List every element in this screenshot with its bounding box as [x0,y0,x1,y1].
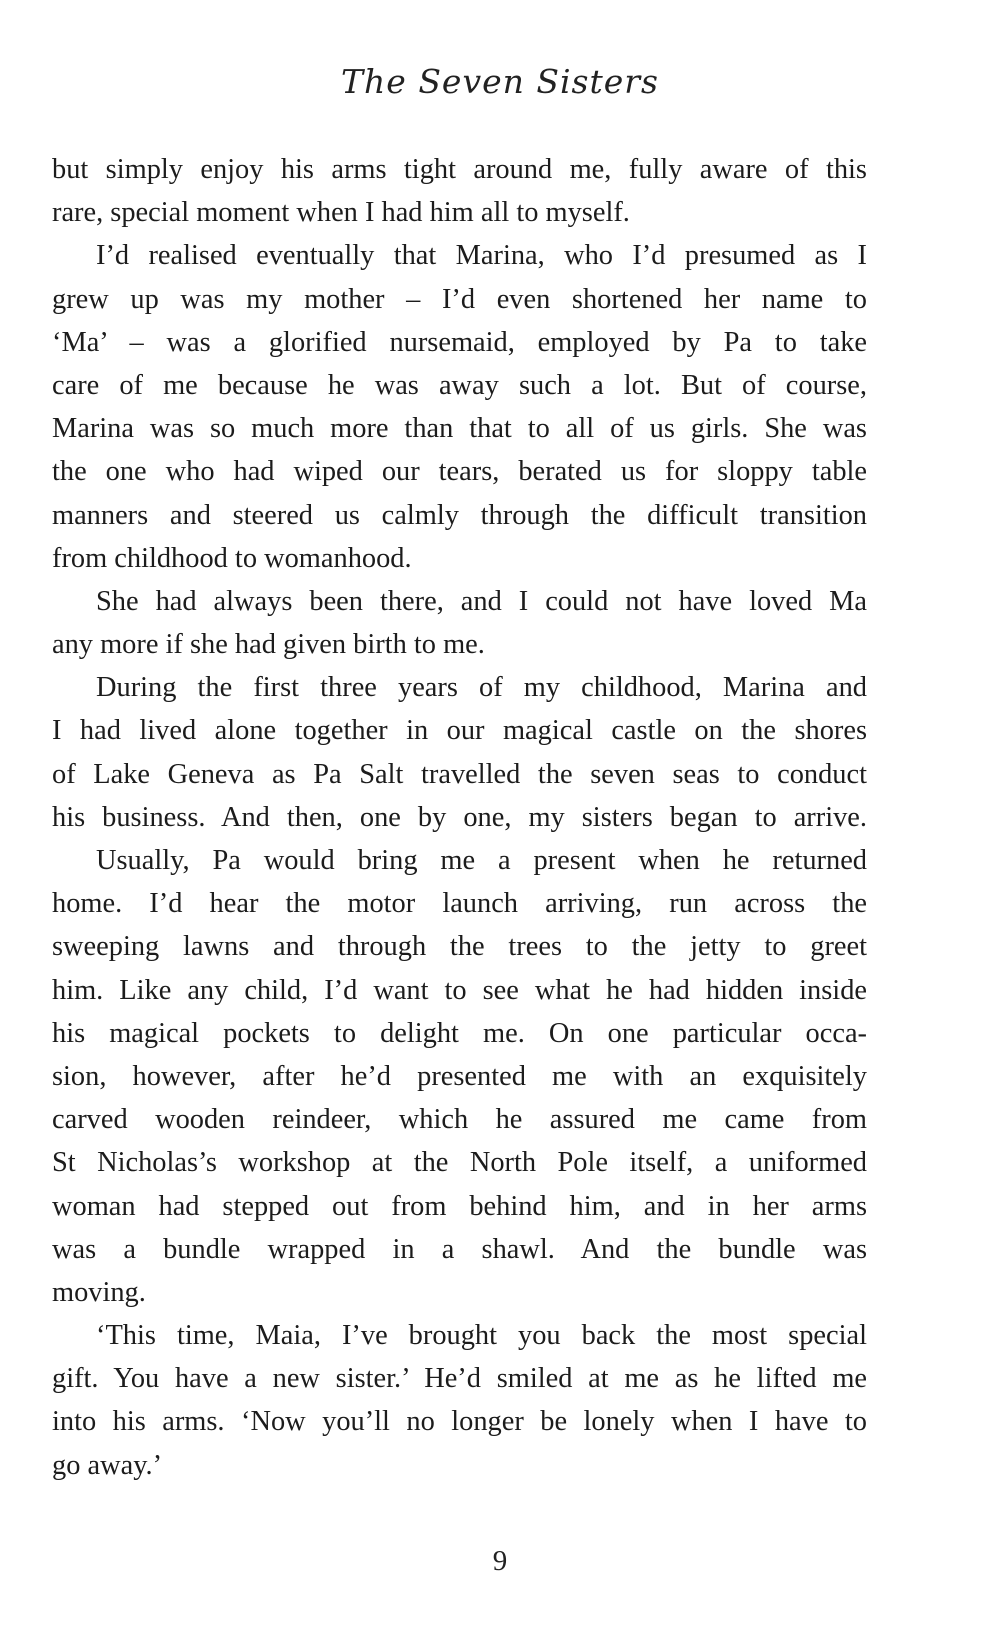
text-line: him. Like any child, I’d want to see what he had hidden inside [52,974,867,1006]
text-line: ‘This time, Maia, I’ve brought you back the most special [96,1320,867,1352]
text-line: the one who had wiped our tears, berated us for sloppy table [52,456,867,488]
text-line: I’d realised eventually that Marina, who I’d presumed as I [96,240,867,272]
text-line: sion, however, after he’d presented me with an exquisitely [52,1060,867,1092]
text-line: Marina was so much more than that to all of us girls. She was [52,413,867,445]
text-line: Usually, Pa would bring me a present when he returned [96,845,867,876]
text-line: from childhood to womanhood. [52,542,412,574]
body-text [52,148,867,1487]
text-line: I had lived alone together in our magical castle on the shores [52,715,867,747]
text-line: St Nicholas’s workshop at the North Pole itself, a uniformed [52,1147,867,1179]
text-line: care of me because he was away such a lot. But of course, [52,369,867,401]
text-line: woman had stepped out from behind him, and in her arms [52,1190,867,1222]
text-line: into his arms. ‘Now you’ll no longer be lonely when I have to [52,1406,867,1438]
text-line: manners and steered us calmly through the difficult transition [52,499,867,531]
text-line: home. I’d hear the motor launch arriving, run across the [52,888,867,920]
text-line: She had always been there, and I could not have loved Ma [96,585,867,617]
text-line: ‘Ma’ – was a glorified nursemaid, employed by Pa to take [52,326,867,358]
text-line: of Lake Geneva as Pa Salt travelled the seven seas to conduct [52,758,867,790]
running-head: The Seven Sisters [341,62,659,101]
text-line: moving. [52,1276,146,1308]
text-line: grew up was my mother – I’d even shortened her name to [52,283,867,315]
page-number: 9 [492,1545,508,1577]
text-line: rare, special moment when I had him all to myself. [52,197,630,229]
text-line: was a bundle wrapped in a shawl. And the bundle was [52,1233,867,1265]
text-line: During the first three years of my childhood, Marina and [96,672,867,704]
text-line: gift. You have a new sister.’ He’d smiled at me as he lifted me [52,1363,867,1395]
text-line: carved wooden reindeer, which he assured me came from [52,1104,867,1136]
text-line: sweeping lawns and through the trees to the jetty to greet [52,931,867,963]
text-line: any more if she had given birth to me. [52,629,485,661]
text-line: but simply enjoy his arms tight around me, fully aware of this [52,154,867,185]
text-line: his magical pockets to delight me. On one particular occa- [52,1017,867,1049]
text-line: go away.’ [52,1449,163,1481]
text-line: his business. And then, one by one, my sisters began to arrive. [52,801,867,833]
